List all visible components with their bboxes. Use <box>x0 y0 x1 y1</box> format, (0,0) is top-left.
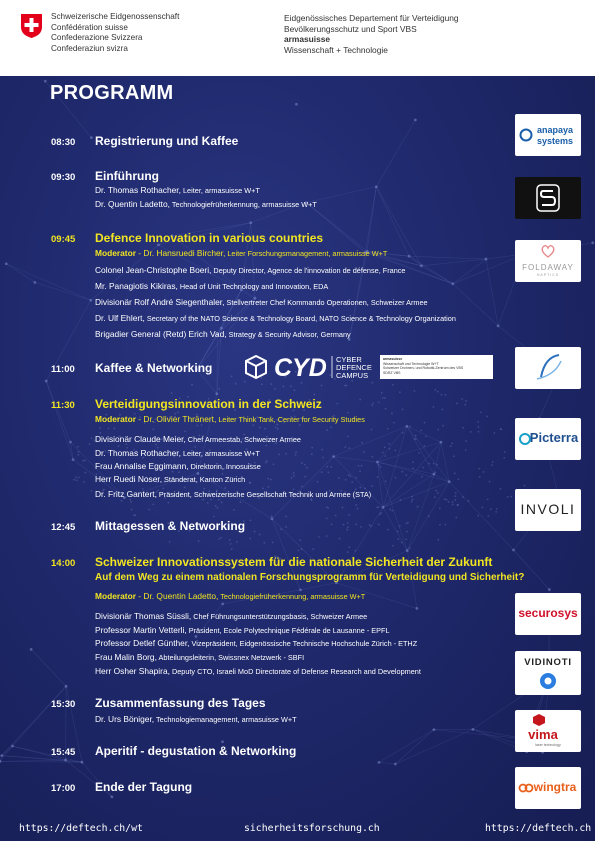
speaker-line <box>95 461 261 471</box>
speaker-name: Mr. Panagiotis Kikiras, <box>95 281 178 291</box>
speaker-role: Direktorin, Innosuisse <box>188 462 261 471</box>
moderator-line <box>95 248 387 258</box>
speaker-name: Dr. Urs Böniger, <box>95 714 155 724</box>
speaker-line <box>95 329 351 339</box>
vima-name: vima <box>528 727 558 742</box>
moderator-line <box>95 591 365 601</box>
foldaway-sub: HAPTICS <box>536 273 560 277</box>
picterra-logo <box>515 418 581 460</box>
speaker-line <box>95 313 456 323</box>
dept-line2: Bevölkerungsschutz und Sport VBS <box>284 23 417 34</box>
moderator-name: - Dr. Quentin Ladetto, <box>135 591 219 601</box>
speaker-name: Divisionär Rolf André Siegenthaler, <box>95 297 225 307</box>
time-1700: 17:00 <box>51 783 76 794</box>
speaker-name: Frau Malin Borg, <box>95 652 157 662</box>
vima-logo <box>515 710 581 752</box>
speaker-role: Präsident, Schweizerische Gesellschaft Technik und Armee (STA) <box>156 490 372 499</box>
vima-cube-icon <box>532 713 546 727</box>
cyd-info-line: SDRZ VBS <box>383 370 401 375</box>
speaker-line <box>95 185 260 195</box>
cyd-info-line: armasuisse <box>383 357 403 361</box>
speaker-role: Leiter, armasuisse W+T <box>180 449 260 458</box>
session-title: Schweizer Innovationssystem für die nationale Sicherheit der Zukunft <box>95 555 493 569</box>
time-1130: 11:30 <box>51 400 75 411</box>
anapaya-line1: anapaya <box>536 125 574 135</box>
picterra-name: Picterra <box>529 430 579 445</box>
confed-it: Confederazione Svizzera <box>51 33 143 42</box>
moderator-label: Moderator <box>95 414 136 424</box>
moderator-line <box>95 414 365 424</box>
cyd-mark: CYD <box>274 354 327 380</box>
cyd-info-box <box>380 355 493 379</box>
session-title: Defence Innovation in various countries <box>95 231 324 245</box>
cyd-campus-logo <box>244 354 379 380</box>
speaker-line <box>95 434 301 444</box>
speaker-role: Ständerat, Kanton Zürich <box>162 475 246 484</box>
speaker-line <box>95 265 405 275</box>
speaker-line <box>95 625 390 635</box>
speaker-name: Professor Martin Vetterli, <box>95 625 187 635</box>
anapaya-line2: systems <box>536 136 574 146</box>
time-0830: 08:30 <box>51 137 76 148</box>
moderator-name: - Dr. Olivier Thränert, <box>135 414 217 424</box>
session-title: Mittagessen & Networking <box>95 519 246 533</box>
speaker-name: Dr. Thomas Rothacher, <box>95 448 181 458</box>
involi-name: INVOLI <box>520 501 576 517</box>
speaker-name: Divisionär Claude Meier, <box>95 434 186 444</box>
moderator-role: Leiter Think Tank, Center for Security Studies <box>216 415 365 424</box>
wingtra-logo <box>515 767 581 809</box>
footer-link-sicherheitsforschung[interactable]: sicherheitsforschung.ch <box>244 823 380 834</box>
moderator-name: - Dr. Hansruedi Bircher, <box>135 248 226 258</box>
speaker-role: Präsident, Ecole Polytechnique Fédérale de Lausanne - EPFL <box>186 626 390 635</box>
speaker-role: Vizepräsident, Eidgenössische Technische Hochschule Zürich - ETHZ <box>189 639 418 648</box>
speaker-role: Leiter, armasuisse W+T <box>180 186 260 195</box>
vima-sub: laser technology <box>535 743 561 747</box>
session-title: Zusammenfassung des Tages <box>95 696 266 710</box>
cyd-line2: DEFENCE <box>336 363 372 372</box>
securosys-name: securosys <box>518 606 578 620</box>
session-title: Einführung <box>95 169 159 183</box>
speaker-role: Deputy Director, Agence de l'innovation de défense, France <box>211 266 406 275</box>
speaker-role: Technologiefrüherkennung, armasuisse W+T <box>169 200 317 209</box>
confed-de: Schweizerische Eidgenossenschaft <box>51 12 180 21</box>
s-emblem-icon <box>515 177 581 219</box>
speaker-role: Chef Führungsunterstützungsbasis, Schweizer Armee <box>191 612 368 621</box>
session-title: Ende der Tagung <box>95 780 193 794</box>
speaker-line <box>95 448 260 458</box>
confed-rm: Confederaziun svizra <box>51 43 128 53</box>
securosys-logo <box>515 593 581 635</box>
time-1100: 11:00 <box>51 364 75 375</box>
speaker-name: Dr. Thomas Rothacher, <box>95 185 181 195</box>
confed-fr: Confédération suisse <box>51 22 128 32</box>
speaker-line <box>95 474 245 484</box>
speaker-role: Head of Unit Technology and Innovation, EDA <box>177 282 329 291</box>
cyd-line1: CYBER <box>336 355 362 364</box>
speaker-name: Divisionär Thomas Süssli, <box>95 611 192 621</box>
time-1245: 12:45 <box>51 522 76 533</box>
dept-line4: Wissenschaft + Technologie <box>284 44 388 55</box>
s-company-logo <box>515 177 581 219</box>
footer-link-deftech-wt[interactable]: https://deftech.ch/wt <box>19 823 143 834</box>
speaker-line <box>95 297 428 307</box>
speaker-line <box>95 489 371 499</box>
cyd-info-line: Schweizer Drohnen- und Robotik-Zentrum des VBS <box>383 366 464 370</box>
time-1545: 15:45 <box>51 747 76 758</box>
speaker-line <box>95 638 417 648</box>
wingtra-name: wingtra <box>533 780 577 794</box>
speaker-name: Colonel Jean-Christophe Boeri, <box>95 265 212 275</box>
foldaway-name: FOLDAWAY <box>522 263 574 272</box>
speaker-line <box>95 714 297 724</box>
speaker-role: Stellvertreter Chef Kommando Operationen, Schweizer Armee <box>224 298 428 307</box>
partner-logo <box>515 347 581 389</box>
speaker-role: Chef Armeestab, Schweizer Armee <box>185 435 301 444</box>
moderator-role: Leiter Forschungsmanagement, armasuisse W+T <box>225 249 388 258</box>
speaker-name: Frau Annalise Eggimann, <box>95 461 189 471</box>
speaker-role: Deputy CTO, Israeli MoD Directorate of Defense Research and Development <box>169 667 421 676</box>
speaker-line <box>95 611 367 621</box>
vidinoti-name: VIDINOTI <box>524 657 572 668</box>
speaker-name: Professor Detlef Günther, <box>95 638 190 648</box>
speaker-role: Secretary of the NATO Science & Technology Board, NATO Science & Technology Organization <box>144 314 456 323</box>
session-title: Registrierung und Kaffee <box>95 134 239 148</box>
speaker-line <box>95 199 317 209</box>
header <box>0 0 595 76</box>
dept-armasuisse: armasuisse <box>284 34 331 44</box>
foldaway-mark-icon <box>538 243 558 259</box>
speaker-line <box>95 281 328 291</box>
speaker-name: Herr Osher Shapira, <box>95 666 170 676</box>
session-title: Verteidigungsinnovation in der Schweiz <box>95 397 322 411</box>
moderator-label: Moderator <box>95 248 136 258</box>
speaker-role: Abteilungsleiterin, Swissnex Netzwerk - SBFI <box>156 653 305 662</box>
time-1530: 15:30 <box>51 699 76 710</box>
speaker-name: Dr. Ulf Ehlert, <box>95 313 145 323</box>
time-1400: 14:00 <box>51 558 76 569</box>
moderator-role: Technologiefrüherkennung, armasuisse W+T <box>218 592 366 601</box>
time-0930: 09:30 <box>51 172 76 183</box>
page-title: PROGRAMM <box>50 82 174 104</box>
speaker-role: Technologiemanagement, armasuisse W+T <box>154 715 297 724</box>
involi-logo <box>515 489 581 531</box>
vidinoti-pin-icon <box>538 671 558 691</box>
speaker-line <box>95 666 421 676</box>
speaker-name: Herr Ruedi Noser, <box>95 474 163 484</box>
speaker-role: Strategy & Security Advisor, Germany <box>226 330 351 339</box>
moderator-label: Moderator <box>95 591 136 601</box>
speaker-name: Brigadier General (Retd) Erich Vad, <box>95 329 227 339</box>
time-0945: 09:45 <box>51 234 76 245</box>
anapaya-logo <box>515 114 581 156</box>
confederation-names <box>51 12 179 54</box>
speaker-name: Dr. Fritz Gantert, <box>95 489 157 499</box>
cyd-line3: CAMPUS <box>336 371 369 380</box>
department-block <box>284 13 459 55</box>
speaker-line <box>95 652 304 662</box>
dept-line1: Eidgenössisches Departement für Verteidigung <box>284 13 459 23</box>
session-subtitle: Auf dem Weg zu einem nationalen Forschungsprogramm für Verteidigung und Sicherheit? <box>95 572 525 583</box>
vidinoti-logo <box>515 651 581 695</box>
swiss-flag-icon <box>20 13 43 39</box>
foldaway-logo <box>515 240 581 282</box>
session-title: Kaffee & Networking <box>95 361 213 375</box>
session-title: Aperitif - degustation & Networking <box>95 744 297 758</box>
speaker-name: Dr. Quentin Ladetto, <box>95 199 170 209</box>
footer-link-deftech[interactable]: https://deftech.ch <box>485 823 592 834</box>
cyd-info-line: Wissenschaft und Technologie W+T <box>383 361 439 366</box>
swirl-mark-icon <box>515 347 581 389</box>
